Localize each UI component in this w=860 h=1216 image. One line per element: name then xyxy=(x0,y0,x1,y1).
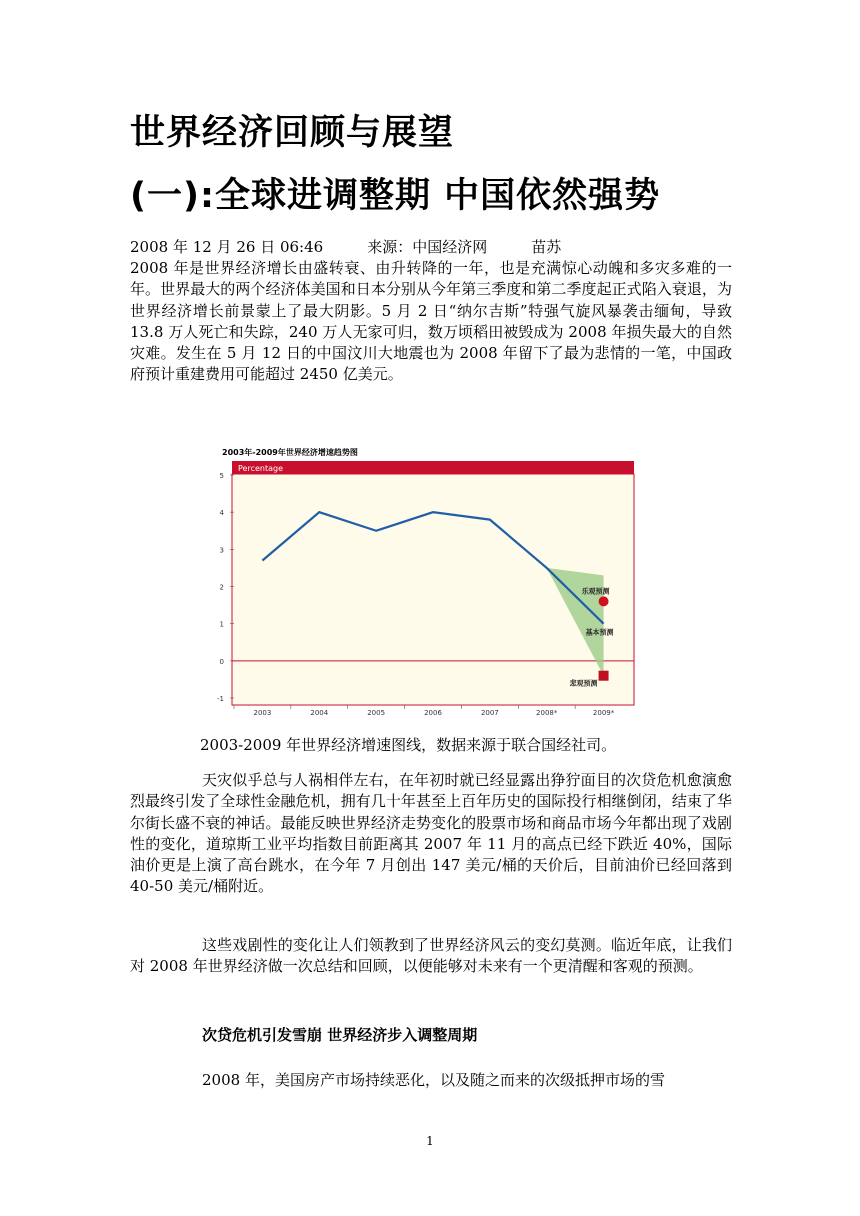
section-heading: 次贷危机引发雪崩 世界经济步入调整周期 xyxy=(202,1026,478,1044)
growth-chart xyxy=(212,443,642,723)
paragraph-4: 2008 年，美国房产市场持续恶化，以及随之而来的次级抵押市场的雪 xyxy=(202,1071,665,1089)
x-tick-label: 2007 xyxy=(480,709,499,717)
paragraph-2: 天灾似乎总与人祸相伴左右，在年初时就已经显露出狰狞面目的次贷危机愈演愈烈最终引发了全球性金融危机，拥有几十年甚至上百年历史的国际投行相继倒闭，结束了华尔街长盛不衰的神话。最能反映世界经济走势变化的股票市场和商品市场今年都出现了戏剧性的变化，道琼斯工业平均指数目前距离其 2007 年 11 月的高点已经下跌近 40%，国际油价更是上演了高台跳水，在今年 7 月创出 147 美元/桶的天价后，目前油价已经回落到 40-50 美元/桶附近。 xyxy=(130,771,732,896)
x-tick-label: 2005 xyxy=(367,709,386,717)
y-tick-label: 4 xyxy=(219,509,224,518)
x-tick-label: 2004 xyxy=(310,709,329,717)
y-tick-label: 3 xyxy=(219,546,224,555)
source: 来源：中国经济网 xyxy=(367,238,488,256)
y-tick-label: 2 xyxy=(219,583,224,592)
y-tick-label: 1 xyxy=(219,620,224,629)
title-line-2: (一):全球进调整期 中国依然强势 xyxy=(130,176,661,216)
x-tick-label: 2006 xyxy=(424,709,442,717)
growth-chart-svg xyxy=(212,443,642,723)
figure-caption: 2003-2009 年世界经济增速图线，数据来源于联合国经社司。 xyxy=(200,736,617,754)
optimistic-marker xyxy=(599,596,609,606)
page-number: 1 xyxy=(426,1134,434,1148)
x-tick-label: 2003 xyxy=(253,709,272,717)
title-line-1: 世界经济回顾与展望 xyxy=(130,113,455,153)
x-tick-label: 2008* xyxy=(536,709,558,717)
paragraph-1: 2008 年是世界经济增长由盛转衰、由升转降的一年，也是充满惊心动魄和多灾多难的一年。世界最大的两个经济体美国和日本分别从今年第三季度和第二季度起正式陷入衰退，为世界经济增长前景蒙上了最大阴影。5 月 2 日“纳尔吉斯”特强气旋风暴袭击缅甸，导致 13.8 万人死亡和失踪，240 万人无家可归，数万顷稻田被毁成为 2008 年损失最大的自然灾难。发生在 5 月 12 日的中国汶川大地震也为 2008 年留下了最为悲情的一笔，中国政府预计重建费用可能超过 2450 亿美元。 xyxy=(130,259,732,384)
y-tick-label: 0 xyxy=(219,657,224,666)
y-tick-label: 5 xyxy=(219,472,224,480)
y-tick-label: -1 xyxy=(217,695,224,703)
author: 苗苏 xyxy=(531,238,562,256)
article-meta xyxy=(130,236,605,257)
publish-date: 2008 年 12 月 26 日 06:46 xyxy=(130,238,324,256)
chart-banner-label: Percentage xyxy=(238,464,284,473)
chart-title: 2003年-2009年世界经济增速趋势图 xyxy=(222,448,358,457)
x-tick-label: 2009* xyxy=(592,709,615,717)
optimistic-label: 乐观预测 xyxy=(581,587,610,596)
paragraph-3: 这些戏剧性的变化让人们领教到了世界经济风云的变幻莫测。临近年底，让我们对 2008 年世界经济做一次总结和回顾，以便能够对未来有一个更清醒和客观的预测。 xyxy=(130,936,732,976)
chart-banner xyxy=(232,461,634,474)
pessimistic-marker xyxy=(599,671,609,681)
pessimistic-label: 悲观预测 xyxy=(569,679,598,688)
baseline-label: 基本预测 xyxy=(585,628,614,637)
